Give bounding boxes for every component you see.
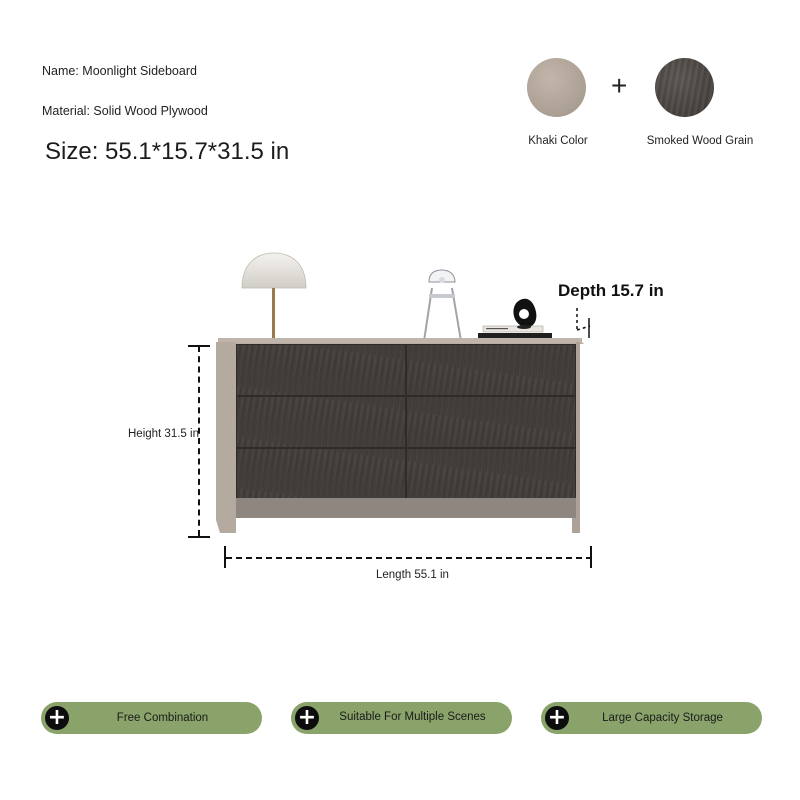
table-lamp-icon xyxy=(242,253,306,342)
plus-circle-icon: + xyxy=(545,706,569,730)
feature-label: Large Capacity Storage xyxy=(602,712,723,724)
smoked-wood-grain-label: Smoked Wood Grain xyxy=(646,135,754,147)
feature-free-combination xyxy=(41,702,262,734)
height-label: Height 31.5 in xyxy=(128,428,199,440)
plus-circle-icon: + xyxy=(295,706,319,730)
length-line-cap-right xyxy=(590,546,592,568)
length-label: Length 55.1 in xyxy=(376,569,449,581)
height-line-cap-bottom xyxy=(188,536,210,538)
depth-label: Depth 15.7 in xyxy=(558,281,664,300)
feature-label: Free Combination xyxy=(116,712,209,724)
product-size: Size: 55.1*15.7*31.5 in xyxy=(45,138,290,165)
product-name: Name: Moonlight Sideboard xyxy=(42,64,197,78)
sculpture-icon xyxy=(513,299,536,329)
height-dimension-line xyxy=(198,346,200,536)
length-dimension-line xyxy=(226,557,592,559)
feature-multiple-scenes xyxy=(291,702,512,734)
depth-indicator xyxy=(577,308,590,338)
plus-circle-icon: + xyxy=(45,706,69,730)
feature-label: Suitable For Multiple Scenes xyxy=(339,711,486,723)
plus-icon: + xyxy=(611,70,628,101)
product-material: Material: Solid Wood Plywood xyxy=(42,104,208,118)
glass-dome-decor-icon xyxy=(424,270,461,341)
feature-large-capacity xyxy=(541,702,762,734)
khaki-color-label: Khaki Color xyxy=(528,135,588,147)
